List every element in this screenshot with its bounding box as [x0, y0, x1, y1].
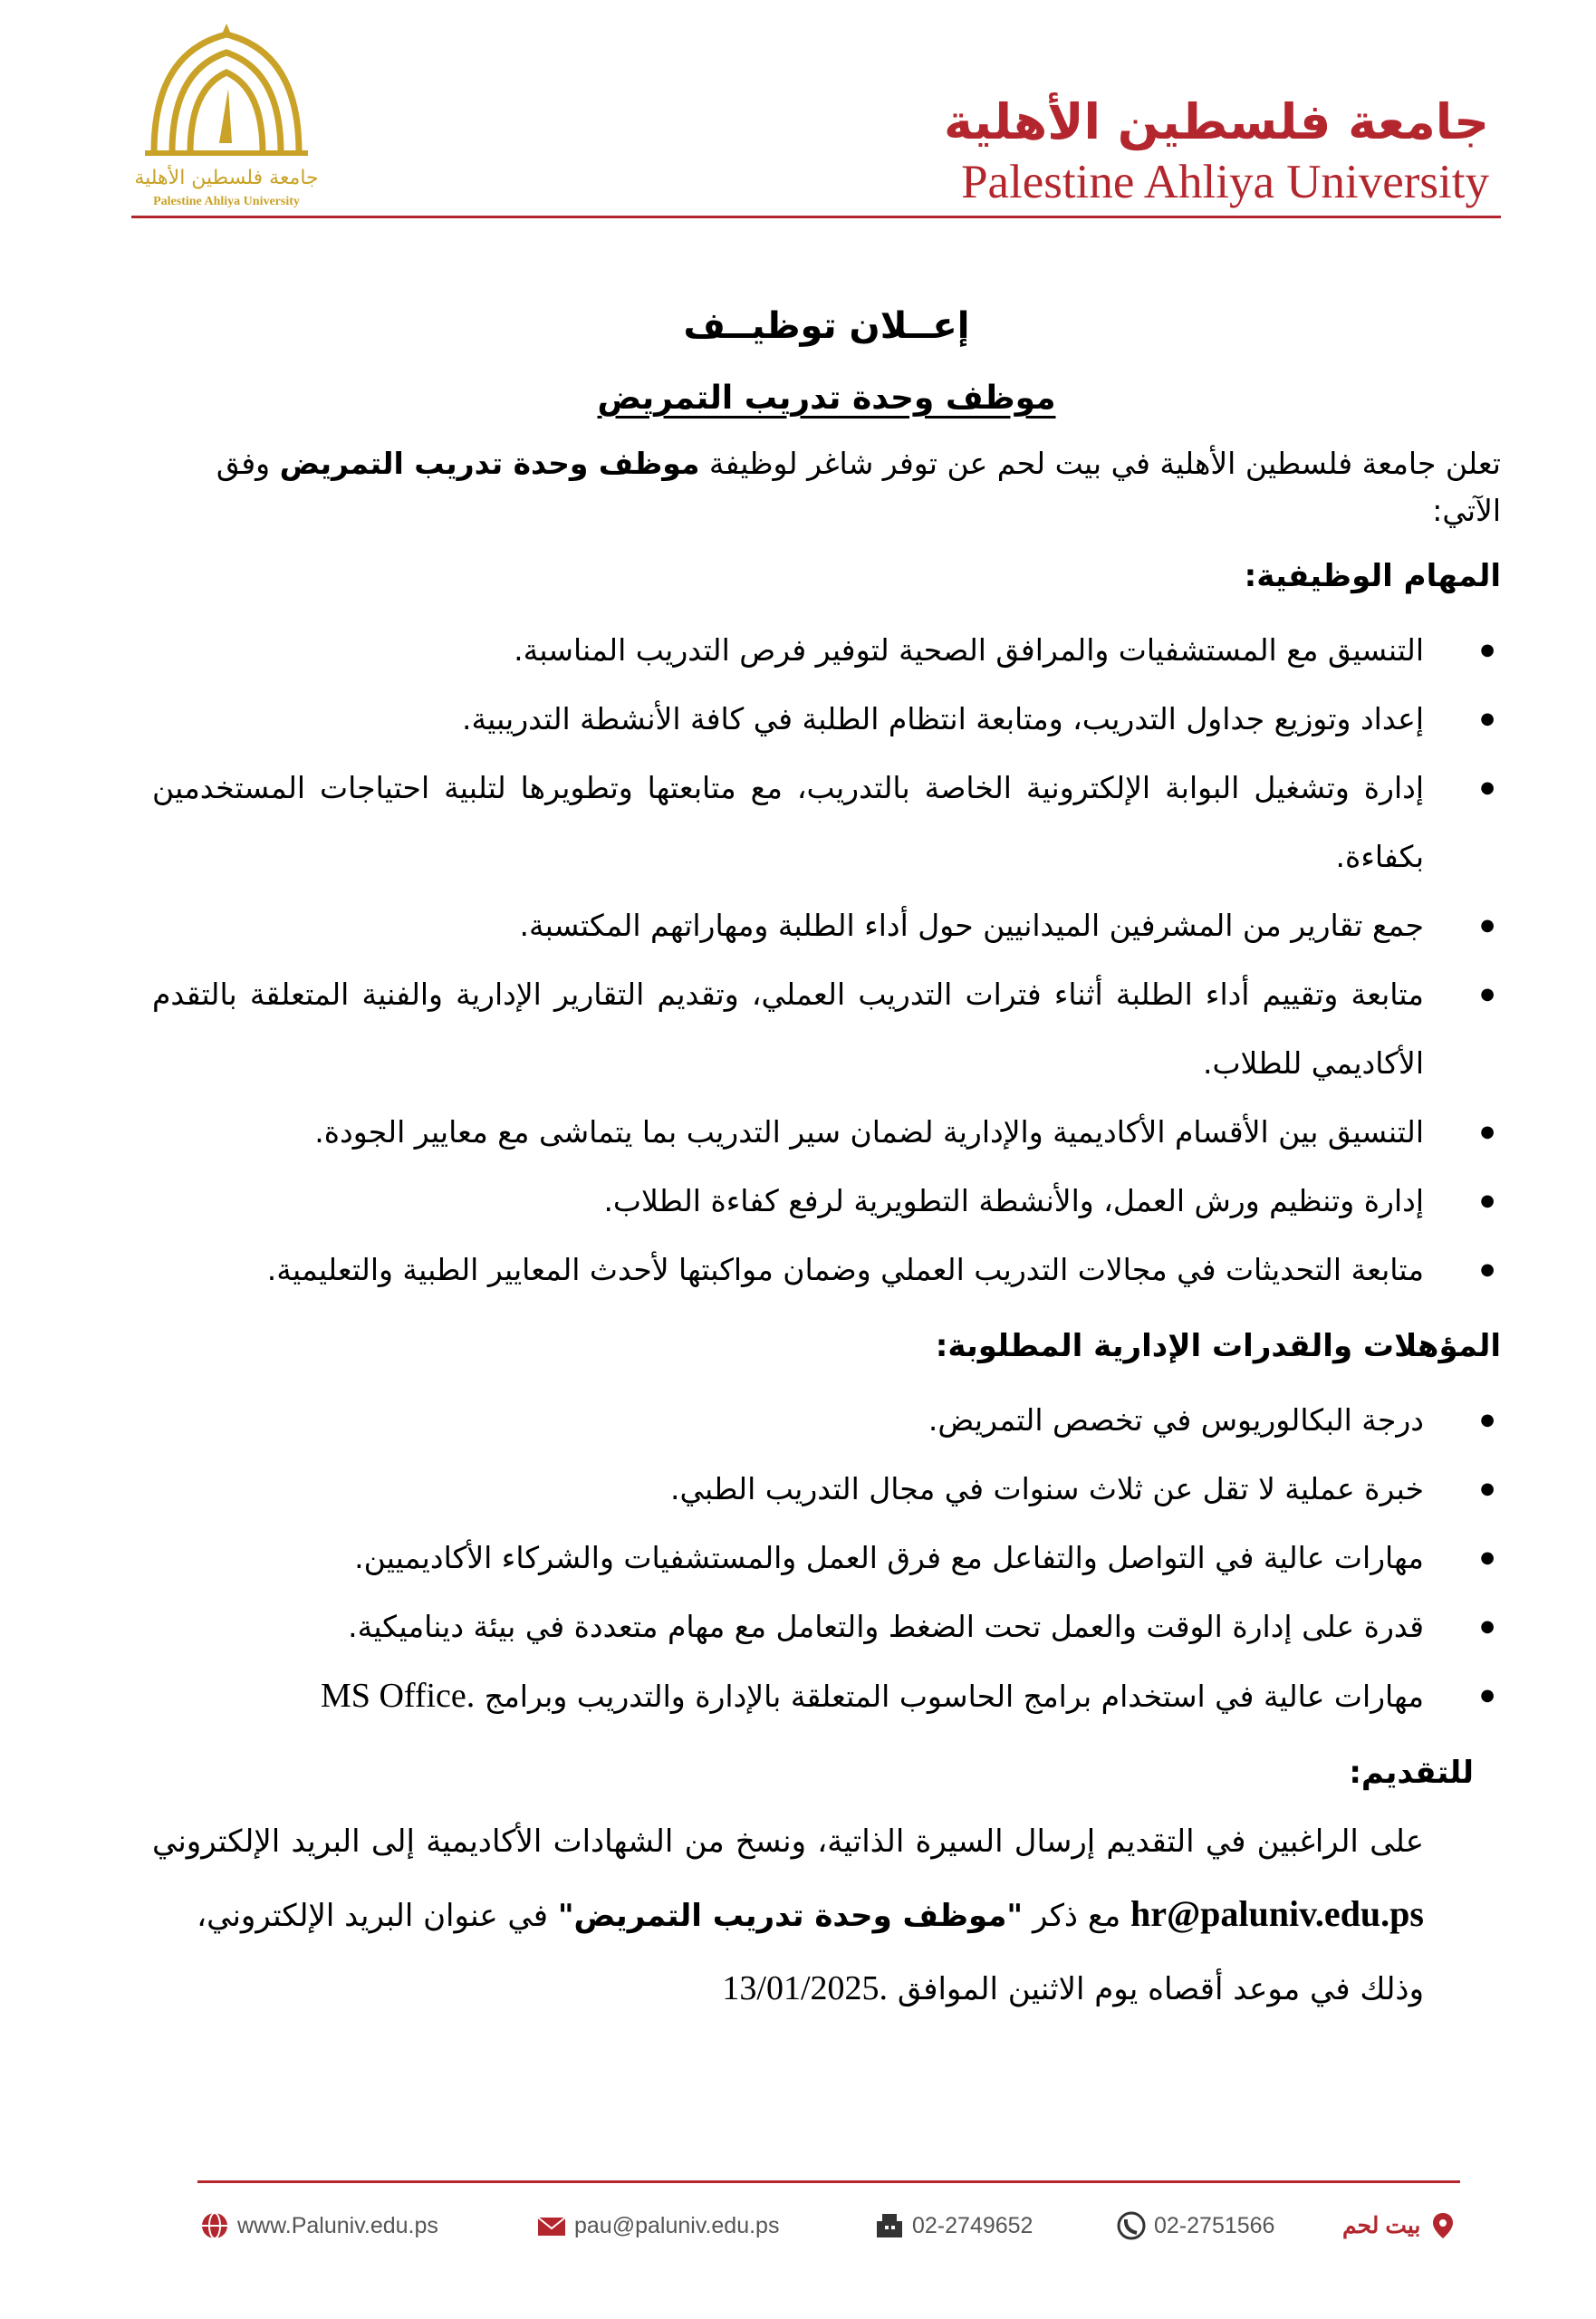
footer-location: بيت لحم — [1342, 2210, 1458, 2241]
footer-phone: 02-2751566 — [1116, 2210, 1274, 2241]
university-name-arabic: جامعة فلسطين الأهلية — [943, 93, 1489, 150]
list-item: ● إدارة وتنظيم ورش العمل، والأنشطة التطويرية لرفع كفاءة الطلاب. — [152, 1167, 1424, 1236]
footer-website[interactable]: www.Paluniv.edu.ps — [199, 2210, 438, 2241]
footer-fax: 02-2749652 — [874, 2210, 1033, 2241]
list-item: ● درجة البكالوريوس في تخصص التمريض. — [152, 1386, 1424, 1455]
list-item: ● خبرة عملية لا تقل عن ثلاث سنوات في مجال التدريب الطبي. — [152, 1455, 1424, 1524]
header-divider — [131, 216, 1501, 218]
fax-icon — [874, 2210, 905, 2241]
university-logo — [127, 16, 326, 211]
list-item: ● إعداد وتوزيع جداول التدريب، ومتابعة انتظام الطلبة في كافة الأنشطة التدريبية. — [152, 685, 1424, 754]
apply-paragraph: على الراغبين في التقديم إرسال السيرة الذاتية، ونسخ من الشهادات الأكاديمية إلى البريد الإلكتروني hr@paluniv.edu.ps مع ذكر "موظف وحدة تدريب التمريض" في عنوان البريد الإلكتروني، وذلك في موعد أقصاه يوم الاثنين الموافق 13/01/2025. — [152, 1823, 1424, 2007]
list-item: ● مهارات عالية في التواصل والتفاعل مع فرق العمل والمستشفيات والشركاء الأكاديميين. — [152, 1524, 1424, 1593]
footer-contact-bar — [199, 2210, 1460, 2265]
intro-paragraph: تعلن جامعة فلسطين الأهلية في بيت لحم عن توفر شاغر لوظيفة موظف وحدة تدريب التمريض وفق الآتي: — [216, 446, 1501, 528]
university-name-english: Palestine Ahliya University — [961, 156, 1489, 208]
job-title: موظف وحدة تدريب التمريض — [597, 380, 1056, 417]
list-item: ● جمع تقارير من المشرفين الميدانيين حول أداء الطلبة ومهاراتهم المكتسبة. — [152, 891, 1424, 960]
apply-heading: للتقديم: — [1349, 1755, 1474, 1791]
announcement-body — [152, 299, 1501, 2026]
list-item: ● قدرة على إدارة الوقت والعمل تحت الضغط والتعامل مع مهام متعددة في بيئة ديناميكية. — [152, 1593, 1424, 1661]
location-pin-icon — [1428, 2210, 1458, 2241]
duties-list — [152, 616, 1501, 1304]
qualifications-heading: المؤهلات والقدرات الإدارية المطلوبة: — [935, 1328, 1501, 1364]
svg-text:جامعة فلسطين الأهلية: جامعة فلسطين الأهلية — [134, 167, 319, 189]
list-item: ● إدارة وتشغيل البوابة الإلكترونية الخاصة بالتدريب، مع متابعتها وتطويرها لتلبية احتياجات المستخدمين بكفاءة. — [152, 754, 1424, 891]
list-item: ● متابعة وتقييم أداء الطلبة أثناء فترات التدريب العملي، وتقديم التقارير الإدارية والفنية المتعلقة بالتقدم الأكاديمي للطلاب. — [152, 960, 1424, 1098]
footer-email[interactable]: pau@paluniv.edu.ps — [536, 2210, 779, 2241]
announcement-title: إعــلان توظيــف — [683, 305, 970, 347]
envelope-icon — [536, 2210, 567, 2241]
university-name-block — [855, 91, 1489, 210]
globe-icon — [199, 2210, 230, 2241]
list-item: ● متابعة التحديثات في مجالات التدريب العملي وضمان مواكبتها لأحدث المعايير الطبية والتعليمية. — [152, 1236, 1424, 1304]
logo-emblem-icon — [127, 16, 326, 211]
list-item: ● مهارات عالية في استخدام برامج الحاسوب المتعلقة بالإدارة والتدريب وبرامج MS Office. — [152, 1661, 1424, 1731]
qualifications-list — [152, 1386, 1501, 1731]
footer-divider — [197, 2180, 1460, 2183]
svg-text:Palestine Ahliya University: Palestine Ahliya University — [153, 195, 300, 208]
list-item: ● التنسيق مع المستشفيات والمرافق الصحية لتوفير فرص التدريب المناسبة. — [152, 616, 1424, 685]
duties-heading: المهام الوظيفية: — [1244, 558, 1501, 594]
phone-icon — [1116, 2210, 1147, 2241]
application-email[interactable]: hr@paluniv.edu.ps — [1130, 1893, 1424, 1934]
list-item: ● التنسيق بين الأقسام الأكاديمية والإدارية لضمان سير التدريب بما يتماشى مع معايير الجودة. — [152, 1098, 1424, 1167]
